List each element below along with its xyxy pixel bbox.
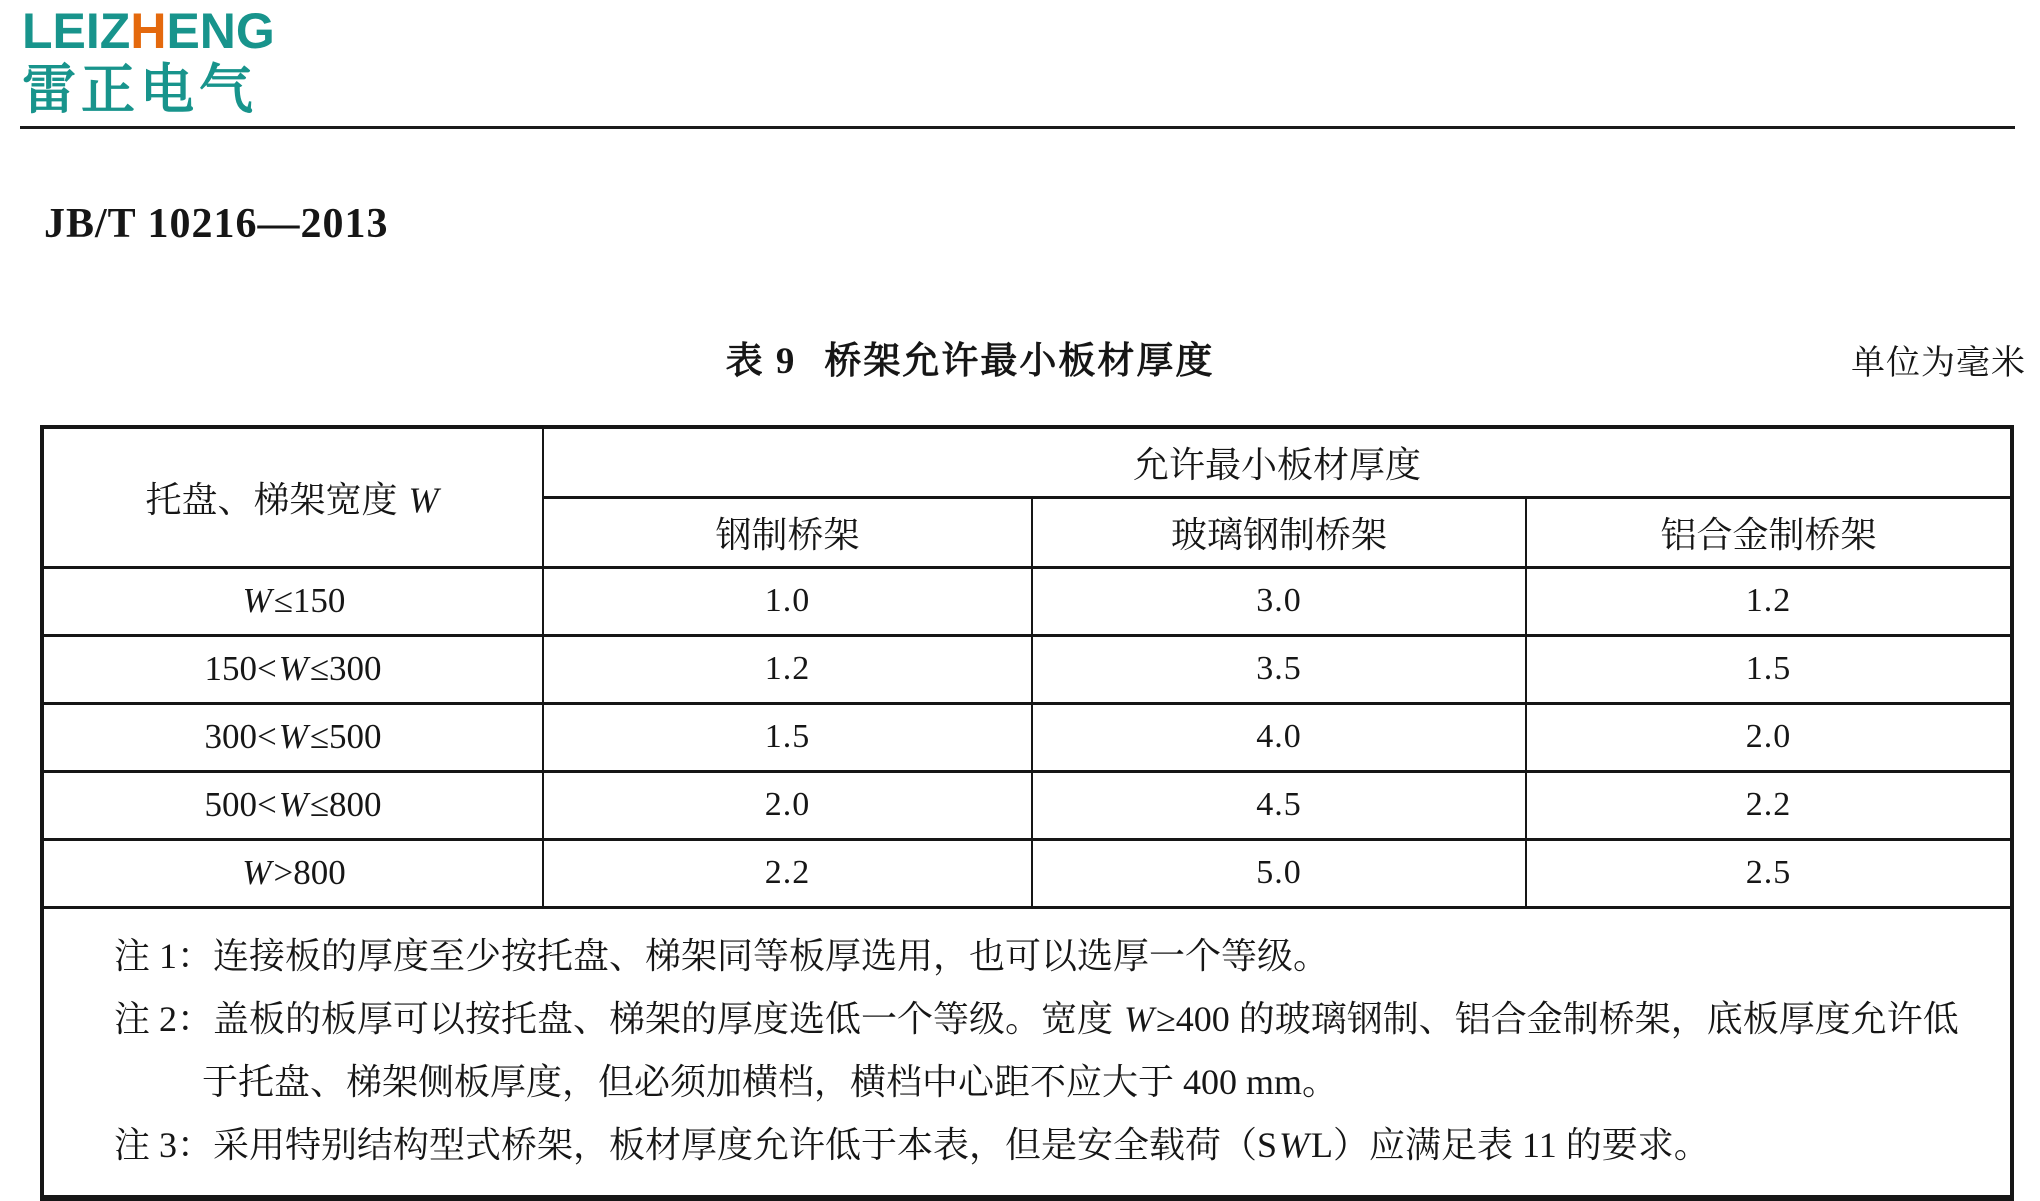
note-label: 注 2： [114,998,214,1039]
table-note-1 [114,925,1982,988]
group-header-min-thickness: 允许最小板材厚度 [543,427,2012,497]
cell-steel: 1.0 [543,567,1032,635]
cell-steel: 1.2 [543,635,1032,703]
table-row [42,635,2012,703]
cell-aluminum: 2.0 [1526,703,2012,771]
column-header-width-range: 托盘、梯架宽度 W [42,427,543,567]
cell-steel: 2.0 [543,771,1032,839]
logo-accent-letter: H [130,3,167,59]
table-caption-title: 桥架允许最小板材厚度 [824,341,1215,382]
logo-latin-text [22,3,275,59]
note-text: 盖板的板厚可以按托盘、梯架的厚度选低一个等级。宽度 W≥400 的玻璃钢制、铝合金制桥架，底板厚度允许低于托盘、梯架侧板厚度，但必须加横档，横档中心距不应大于 400 mm。 [202,998,1959,1102]
logo-chinese-text: 雷正电气 [22,60,258,120]
company-logo [22,3,275,120]
unit-note: 单位为毫米 [1851,345,2026,382]
cell-aluminum: 2.5 [1526,839,2012,907]
table-row [42,703,2012,771]
logo-latin-suffix: ENG [166,3,275,59]
min-plate-thickness-table [40,425,2014,1201]
table-notes [42,907,2012,1198]
header-divider [20,126,2015,129]
table-note-3 [114,1114,1982,1177]
cell-frp: 4.0 [1032,703,1526,771]
table-caption [0,330,1955,384]
table-notes-row [42,907,2012,1198]
cell-steel: 2.2 [543,839,1032,907]
cell-aluminum: 1.2 [1526,567,2012,635]
note-text: 采用特别结构型式桥架，板材厚度允许低于本表，但是安全载荷（SWL）应满足表 11 的要求。 [213,1124,1710,1165]
cell-range: W≤150 [42,567,543,635]
cell-range: W>800 [42,839,543,907]
cell-aluminum: 1.5 [1526,635,2012,703]
cell-frp: 3.5 [1032,635,1526,703]
note-label: 注 3： [114,1124,214,1165]
table-note-2 [114,988,1982,1114]
column-header-aluminum: 铝合金制桥架 [1526,497,2012,567]
column-header-frp: 玻璃钢制桥架 [1032,497,1526,567]
note-label: 注 1： [114,935,214,976]
cell-steel: 1.5 [543,703,1032,771]
cell-range: 300<W≤500 [42,703,543,771]
cell-frp: 4.5 [1032,771,1526,839]
cell-aluminum: 2.2 [1526,771,2012,839]
note-text: 连接板的厚度至少按托盘、梯架同等板厚选用，也可以选厚一个等级。 [213,935,1330,976]
column-header-steel: 钢制桥架 [543,497,1032,567]
cell-frp: 3.0 [1032,567,1526,635]
standard-number: JB/T 10216—2013 [44,201,389,247]
table-caption-row [40,330,2026,382]
cell-range: 500<W≤800 [42,771,543,839]
table-header-row-1 [42,427,2012,497]
table-row [42,839,2012,907]
table-row [42,771,2012,839]
cell-range: 150<W≤300 [42,635,543,703]
table-row [42,567,2012,635]
cell-frp: 5.0 [1032,839,1526,907]
table-caption-label: 表 9 [725,341,797,382]
logo-latin-prefix: LEIZ [22,3,131,59]
